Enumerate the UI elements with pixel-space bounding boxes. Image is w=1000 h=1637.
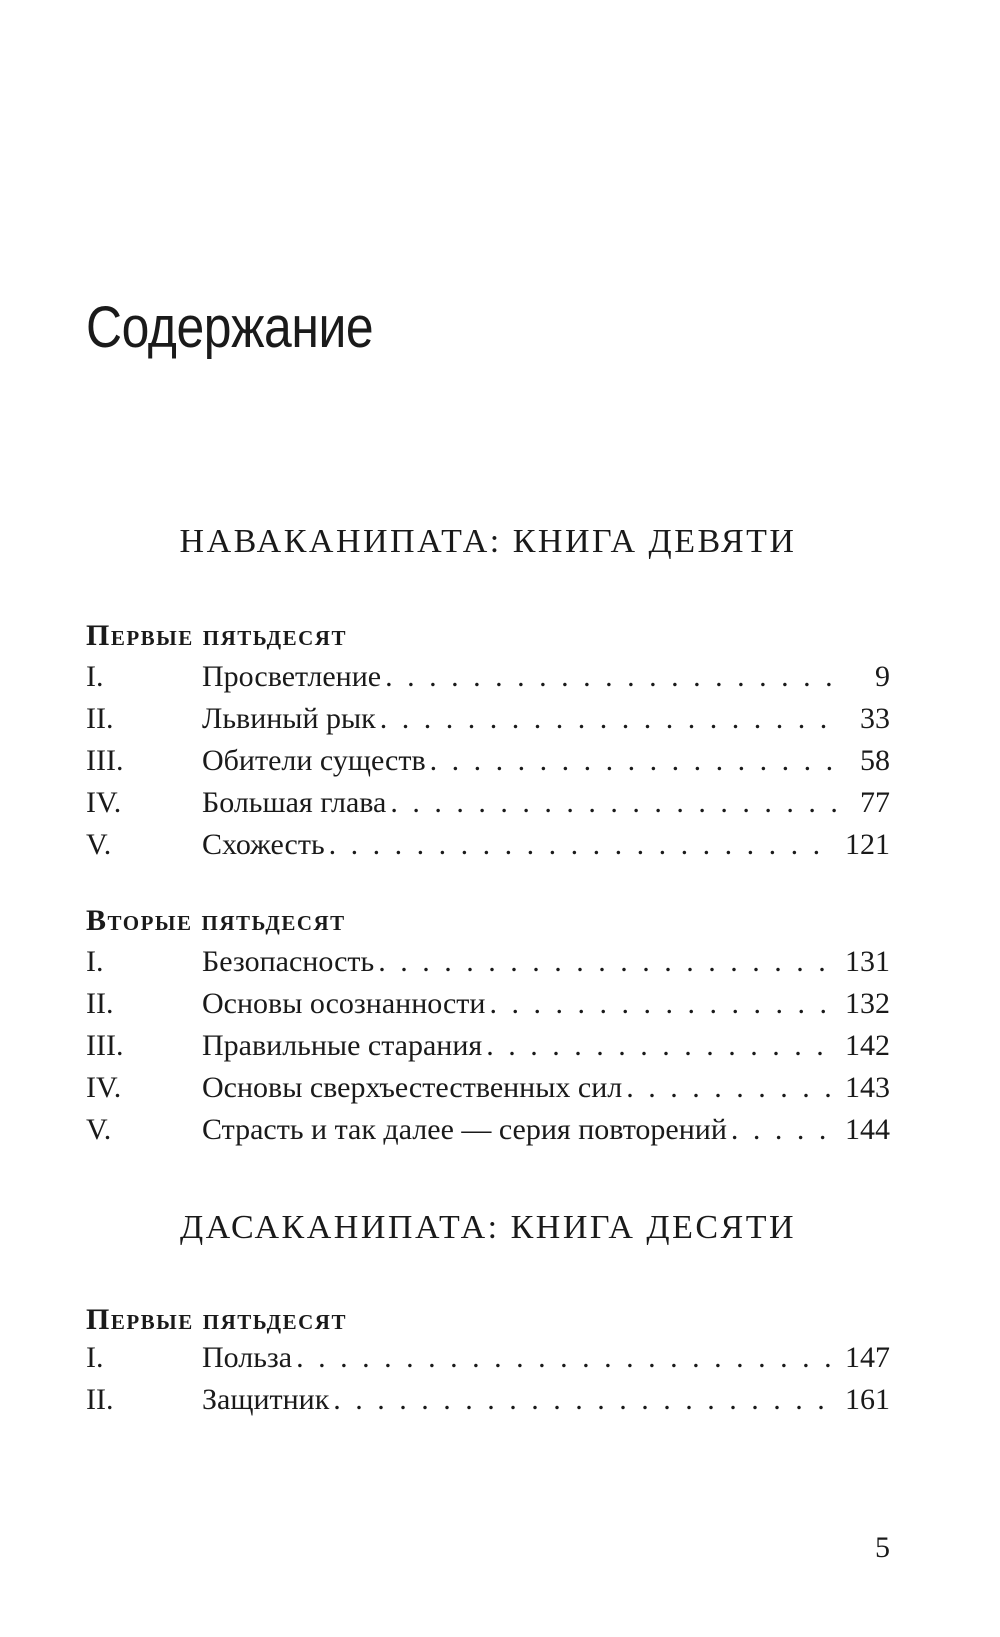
toc-entry-title: Обители существ (202, 744, 426, 777)
toc-entry-title: Безопасность (202, 945, 375, 978)
toc-entry-title: Схожесть (202, 828, 325, 861)
toc-entry[interactable] (86, 941, 890, 983)
toc-entry-page: 58 (860, 744, 890, 777)
page-number: 5 (875, 1531, 890, 1564)
toc-entry[interactable] (86, 698, 890, 740)
toc-entry[interactable] (86, 1025, 890, 1067)
toc-entry-page: 9 (875, 660, 890, 693)
dot-leader (622, 1067, 835, 1109)
toc-entry-number: II. (86, 987, 114, 1020)
toc-list (86, 656, 890, 866)
dot-leader (329, 1379, 835, 1421)
toc-entry-page: 131 (845, 945, 890, 978)
toc-entry-title: Польза (202, 1341, 293, 1374)
toc-entry-number: I. (86, 1341, 104, 1374)
section-heading: Первые пятьдесят (86, 1303, 347, 1336)
toc-entry-page: 147 (845, 1341, 890, 1374)
toc-entry-number: IV. (86, 786, 122, 819)
dot-leader (727, 1109, 835, 1151)
toc-entry-page: 143 (845, 1071, 890, 1104)
toc-entry-number: III. (86, 1029, 124, 1062)
toc-list (86, 941, 890, 1151)
toc-entry[interactable] (86, 1337, 890, 1379)
toc-entry-number: V. (86, 1113, 112, 1146)
toc-entry[interactable] (86, 740, 890, 782)
page-title: Содержание (86, 295, 374, 360)
section-heading: Первые пятьдесят (86, 619, 347, 652)
toc-entry-title: Правильные старания (202, 1029, 483, 1062)
dot-leader (386, 782, 836, 824)
toc-entry-page: 121 (845, 828, 890, 861)
toc-entry[interactable] (86, 824, 890, 866)
toc-entry-number: I. (86, 660, 104, 693)
toc-entry-number: I. (86, 945, 104, 978)
toc-entry-title: Основы осознанности (202, 987, 486, 1020)
toc-entry-page: 132 (845, 987, 890, 1020)
toc-list (86, 1337, 890, 1421)
toc-entry-number: III. (86, 744, 124, 777)
toc-entry-title: Страсть и так далее — серия повторений (202, 1113, 727, 1146)
toc-entry-page: 144 (845, 1113, 890, 1146)
toc-entry[interactable] (86, 656, 890, 698)
dot-leader (325, 824, 835, 866)
toc-entry-title: Просветление (202, 660, 382, 693)
toc-entry-page: 33 (860, 702, 890, 735)
dot-leader (374, 941, 835, 983)
toc-entry[interactable] (86, 983, 890, 1025)
toc-entry-number: II. (86, 1383, 114, 1416)
section-heading: Вторые пятьдесят (86, 904, 346, 937)
dot-leader (482, 1025, 835, 1067)
toc-entry-page: 142 (845, 1029, 890, 1062)
toc-entry-number: II. (86, 702, 114, 735)
toc-entry[interactable] (86, 1067, 890, 1109)
toc-entry-number: V. (86, 828, 112, 861)
toc-entry-title: Большая глава (202, 786, 387, 819)
toc-entry-title: Основы сверхъестественных сил (202, 1071, 623, 1104)
book-heading: ДАСАКАНИПАТА: КНИГА ДЕСЯТИ (179, 1209, 797, 1246)
dot-leader (376, 698, 836, 740)
toc-entry[interactable] (86, 1109, 890, 1151)
dot-leader (426, 740, 836, 782)
toc-entry-title: Львиный рык (202, 702, 376, 735)
toc-entry-title: Защитник (202, 1383, 330, 1416)
toc-entry[interactable] (86, 1379, 890, 1421)
dot-leader (292, 1337, 835, 1379)
toc-entry-page: 161 (845, 1383, 890, 1416)
toc-entry-number: IV. (86, 1071, 122, 1104)
book-heading: НАВАКАНИПАТА: КНИГА ДЕВЯТИ (179, 523, 797, 560)
toc-entry-page: 77 (860, 786, 890, 819)
dot-leader (485, 983, 835, 1025)
toc-entry[interactable] (86, 782, 890, 824)
dot-leader (381, 656, 836, 698)
